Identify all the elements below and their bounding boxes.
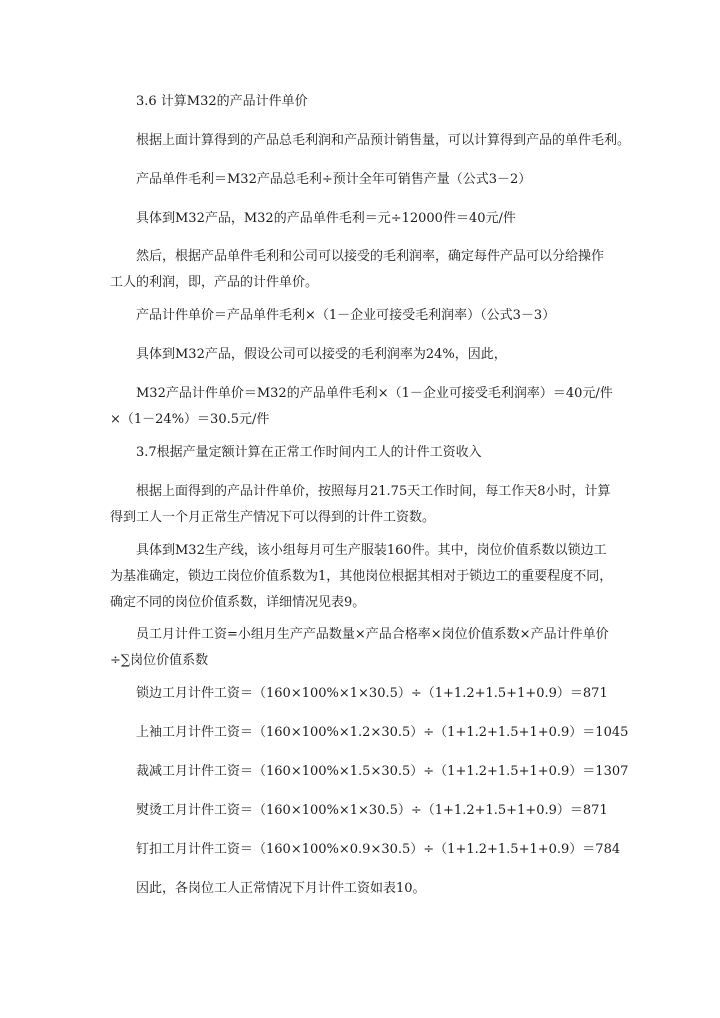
paragraph: 具体到M32产品，假设公司可以接受的毛利润率为24%，因此， (136, 347, 507, 362)
paragraph: 具体到M32产品，M32的产品单件毛利＝元÷12000件＝40元/件 (136, 211, 516, 226)
wage-calc-row: 裁减工月计件工资＝（160×100%×1.5×30.5）÷（1+1.2+1.5+1+0.9）＝1307 (136, 764, 629, 779)
paragraph: 根据上面计算得到的产品总毛利润和产品预计销售量，可以计算得到产品的单件毛利。 (136, 133, 631, 148)
formula-3-3: 产品计件单价＝产品单件毛利×（1－企业可接受毛利润率）（公式3－3） (136, 308, 556, 323)
section-heading-3-7: 3.7根据产量定额计算在正常工作时间内工人的计件工资收入 (136, 445, 482, 460)
paragraph: 根据上面得到的产品计件单价，按照每月21.75天工作时间，每工作天8小时，计算得到工人一个月正常生产情况下可以得到的计件工资数。 (110, 484, 611, 525)
wage-calc-row: 上袖工月计件工资＝（160×100%×1.2×30.5）÷（1+1.2+1.5+1+0.9）＝1045 (136, 725, 629, 740)
formula-wage: 员工月计件工资=小组月生产产品数量×产品合格率×岗位价值系数×产品计件单价÷∑岗位价值系数 (110, 627, 609, 668)
wage-calc-row: 熨烫工月计件工资＝（160×100%×1×30.5）÷（1+1.2+1.5+1+0.9）＝871 (136, 803, 608, 818)
paragraph: M32产品计件单价＝M32的产品单件毛利×（1－企业可接受毛利润率）＝40元/件×（1－24%）＝30.5元/件 (110, 386, 613, 427)
paragraph: 然后，根据产品单件毛利和公司可以接受的毛利润率，确定每件产品可以分给操作工人的利润，即，产品的计件单价。 (110, 249, 605, 290)
wage-calc-row: 锁边工月计件工资＝（160×100%×1×30.5）÷（1+1.2+1.5+1+0.9）＝871 (136, 686, 608, 701)
wage-calc-row: 钉扣工月计件工资＝（160×100%×0.9×30.5）÷（1+1.2+1.5+1+0.9）＝784 (136, 842, 621, 857)
paragraph: 因此，各岗位工人正常情况下月计件工资如表10。 (136, 881, 426, 896)
formula-3-2: 产品单件毛利＝M32产品总毛利÷预计全年可销售产量（公式3－2） (136, 172, 532, 187)
section-heading-3-6: 3.6 计算M32的产品计件单价 (136, 94, 308, 109)
paragraph: 具体到M32生产线，该小组每月可生产服装160件。其中，岗位价值系数以锁边工为基准确定，锁边工岗位价值系数为1，其他岗位根据其相对于锁边工的重要程度不同，确定不同的岗位价值系数，详细情况见表9。 (110, 543, 613, 610)
